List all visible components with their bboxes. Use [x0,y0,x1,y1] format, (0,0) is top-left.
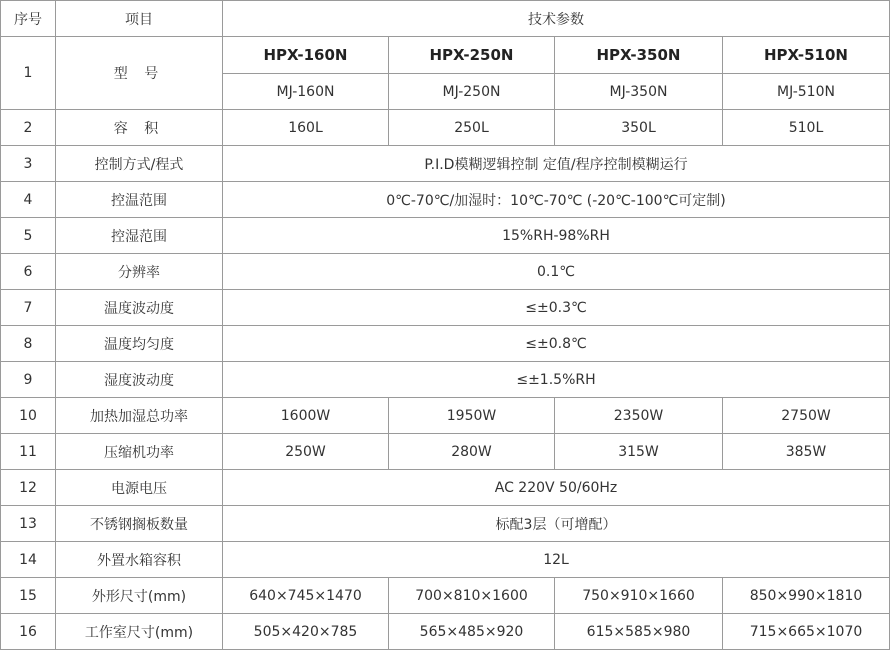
row-no: 7 [1,290,56,326]
table-row [1,578,890,614]
row-item: 型 号 [56,37,223,110]
row-value: 250W [223,434,389,470]
row-item: 容 积 [56,110,223,146]
table-row [1,254,890,290]
row-item: 温度波动度 [56,290,223,326]
row-no: 15 [1,578,56,614]
table-row-model [1,37,890,74]
row-no: 14 [1,542,56,578]
table-row [1,182,890,218]
row-value: 715×665×1070 [723,614,890,650]
model-code: MJ-250N [389,74,555,110]
model-code: MJ-510N [723,74,890,110]
table-row [1,146,890,182]
row-no: 13 [1,506,56,542]
table-row [1,218,890,254]
row-value: 510L [723,110,890,146]
row-value: 385W [723,434,890,470]
row-value: 350L [555,110,723,146]
row-value: 505×420×785 [223,614,389,650]
row-no: 9 [1,362,56,398]
table-row [1,434,890,470]
row-item: 控湿范围 [56,218,223,254]
row-value: 1600W [223,398,389,434]
row-value: 250L [389,110,555,146]
row-no: 10 [1,398,56,434]
row-value: 0.1℃ [223,254,890,290]
row-no: 4 [1,182,56,218]
row-item: 温度均匀度 [56,326,223,362]
row-value: 标配3层（可增配） [223,506,890,542]
row-item: 外形尺寸(mm) [56,578,223,614]
row-value: 640×745×1470 [223,578,389,614]
row-value: 750×910×1660 [555,578,723,614]
row-item: 电源电压 [56,470,223,506]
model-name: HPX-350N [555,37,723,74]
row-value: ≤±0.3℃ [223,290,890,326]
row-no: 11 [1,434,56,470]
table-row [1,398,890,434]
row-no: 2 [1,110,56,146]
row-item: 控温范围 [56,182,223,218]
row-item: 工作室尺寸(mm) [56,614,223,650]
row-value: 850×990×1810 [723,578,890,614]
model-code: MJ-160N [223,74,389,110]
row-value: 280W [389,434,555,470]
row-value: ≤±1.5%RH [223,362,890,398]
row-value: 565×485×920 [389,614,555,650]
table-row [1,470,890,506]
row-item: 加热加湿总功率 [56,398,223,434]
row-item: 湿度波动度 [56,362,223,398]
row-value: P.I.D模糊逻辑控制 定值/程序控制模糊运行 [223,146,890,182]
row-no: 16 [1,614,56,650]
row-value: 615×585×980 [555,614,723,650]
model-name: HPX-160N [223,37,389,74]
row-no: 8 [1,326,56,362]
table-row [1,506,890,542]
model-name: HPX-250N [389,37,555,74]
table-row [1,362,890,398]
row-no: 1 [1,37,56,110]
model-code: MJ-350N [555,74,723,110]
row-value: AC 220V 50/60Hz [223,470,890,506]
row-value: 1950W [389,398,555,434]
row-item: 不锈钢搁板数量 [56,506,223,542]
row-value: ≤±0.8℃ [223,326,890,362]
row-value: 2750W [723,398,890,434]
row-value: 315W [555,434,723,470]
table-row [1,290,890,326]
row-value: 700×810×1600 [389,578,555,614]
table-row [1,542,890,578]
row-item: 外置水箱容积 [56,542,223,578]
row-item: 分辨率 [56,254,223,290]
row-item: 控制方式/程式 [56,146,223,182]
row-no: 5 [1,218,56,254]
table-row [1,110,890,146]
row-value: 12L [223,542,890,578]
table-row [1,326,890,362]
header-row [1,1,890,37]
model-name: HPX-510N [723,37,890,74]
row-no: 12 [1,470,56,506]
row-value: 15%RH-98%RH [223,218,890,254]
header-no: 序号 [1,1,56,37]
row-item: 压缩机功率 [56,434,223,470]
row-value: 0℃-70℃/加湿时：10℃-70℃ (-20℃-100℃可定制) [223,182,890,218]
table-row [1,614,890,650]
row-no: 3 [1,146,56,182]
row-value: 160L [223,110,389,146]
row-value: 2350W [555,398,723,434]
row-no: 6 [1,254,56,290]
header-item: 项目 [56,1,223,37]
header-spec: 技术参数 [223,1,890,37]
